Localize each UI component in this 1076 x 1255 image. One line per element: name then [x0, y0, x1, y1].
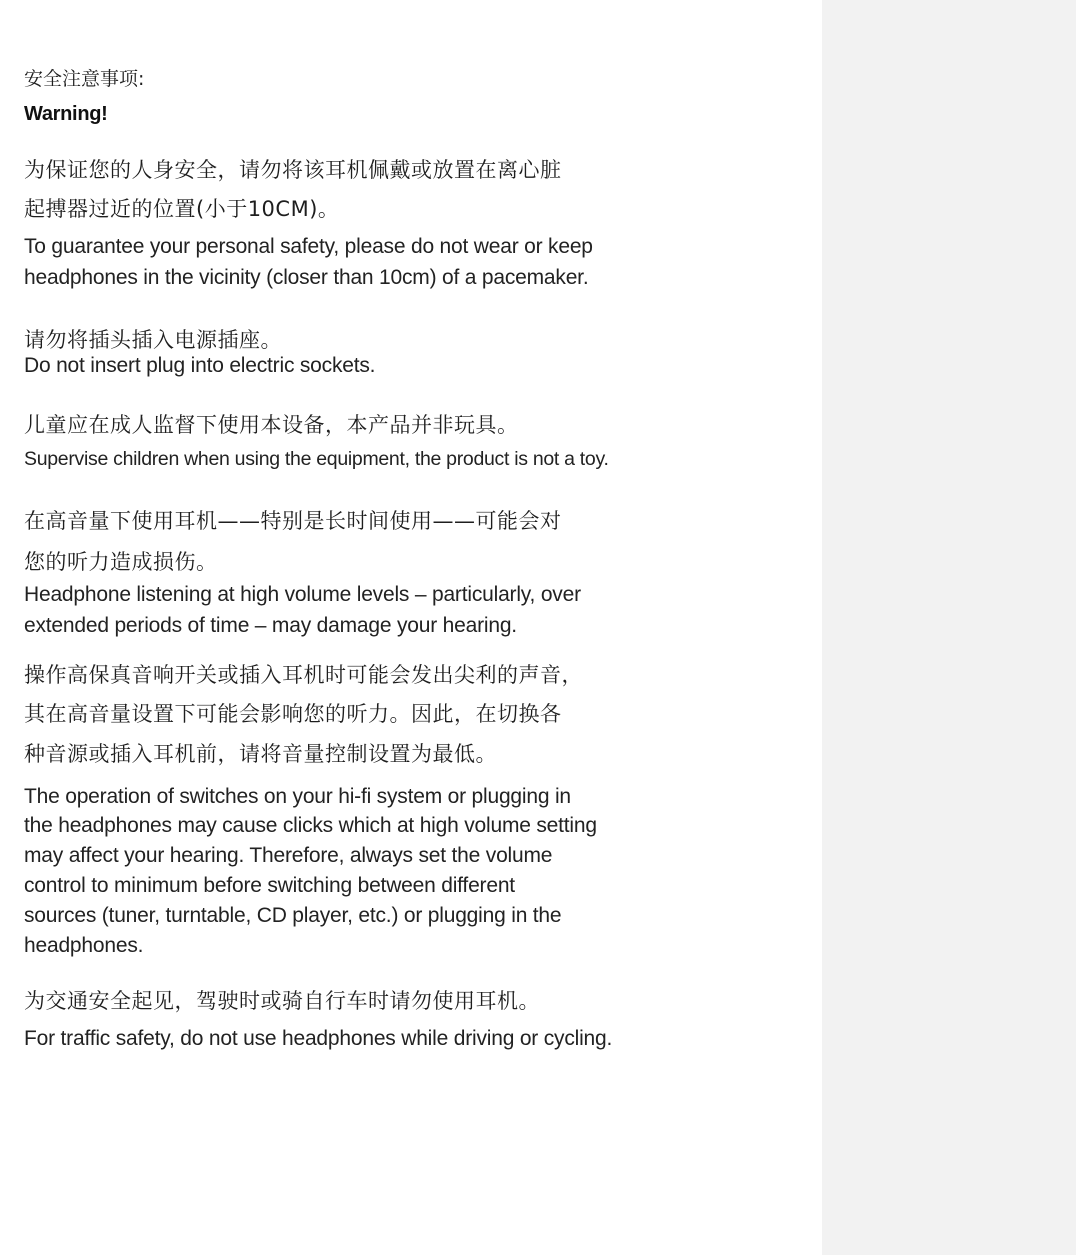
- pacemaker-text-en-2: headphones in the vicinity (closer than 10cm) of a pacemaker.: [24, 266, 589, 289]
- hifi-text-en-2: the headphones may cause clicks which at high volume setting: [24, 814, 597, 837]
- comment-pane: [822, 0, 1076, 1255]
- volume-text-zh-1: 在高音量下使用耳机——特别是长时间使用——可能会对: [24, 509, 562, 533]
- safety-heading-zh: 安全注意事项:: [24, 68, 145, 90]
- pacemaker-text-en-1: To guarantee your personal safety, please do not wear or keep: [24, 235, 593, 258]
- hifi-text-zh-1: 操作高保真音响开关或插入耳机时可能会发出尖利的声音，: [24, 663, 583, 687]
- hifi-text-en-6: headphones.: [24, 934, 144, 957]
- traffic-text-en: For traffic safety, do not use headphones while driving or cycling.: [24, 1027, 613, 1050]
- hifi-text-en-1: The operation of switches on your hi-fi system or plugging in: [24, 785, 571, 808]
- hifi-text-en-4: control to minimum before switching between different: [24, 874, 515, 897]
- warning-heading: Warning!: [24, 103, 108, 125]
- volume-text-zh-2: 您的听力造成损伤。: [24, 550, 218, 574]
- children-text-zh: 儿童应在成人监督下使用本设备，本产品并非玩具。: [24, 413, 519, 437]
- hifi-text-zh-2: 其在高音量设置下可能会影响您的听力。因此，在切换各: [24, 702, 562, 726]
- volume-text-en-1: Headphone listening at high volume levels – particularly, over: [24, 583, 581, 606]
- pacemaker-text-zh-2: 起搏器过近的位置(小于10CM)。: [24, 197, 340, 221]
- socket-text-en: Do not insert plug into electric sockets.: [24, 354, 376, 377]
- socket-text-zh: 请勿将插头插入电源插座。: [24, 328, 282, 352]
- hifi-text-zh-3: 种音源或插入耳机前，请将音量控制设置为最低。: [24, 742, 497, 766]
- traffic-text-zh: 为交通安全起见，驾驶时或骑自行车时请勿使用耳机。: [24, 989, 540, 1013]
- pacemaker-text-zh-1: 为保证您的人身安全，请勿将该耳机佩戴或放置在离心脏: [24, 158, 562, 182]
- hifi-text-en-5: sources (tuner, turntable, CD player, etc.) or plugging in the: [24, 904, 562, 927]
- volume-text-en-2: extended periods of time – may damage your hearing.: [24, 614, 517, 637]
- children-text-en: Supervise children when using the equipment, the product is not a toy.: [24, 448, 609, 470]
- hifi-text-en-3: may affect your hearing. Therefore, always set the volume: [24, 844, 553, 867]
